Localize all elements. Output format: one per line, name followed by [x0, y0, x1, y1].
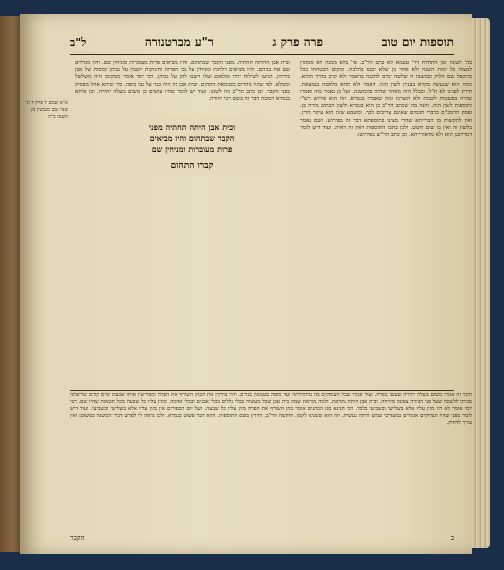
commentary-column-left: ובית אבן ההיתה תחתיה. מפני הקבר שבתהום. והיו מביאים פרות מעוברות ומניחין שם. והיו מגדלים שם את בניהם. והיו מביאים דלתות ומניחין על גבי הפרות ותינוקות יושבין על גביהן וכוסות של אבן בידיהן. הגיעו לשילוח ירדו ומלאום ועלו וישבו להן על גביהן. רבי יוסי אומר ממקומו היה משלשל וממלא. לפי שהיו נזהרים מטומאת התהום. ובית אבן זה היה בנוי על גבי כיפה. כדי שיהא אהל מפסיק בפני הקבר. וכן כתב הר"ב וזה לשונו. ועוד יש לומר שהיו עושים כן משום מעלה יתירה. וכן איתא בגמרא דסוכה דבר זה בשם רבי יהודה. [75, 60, 290, 103]
section-divider [70, 390, 454, 391]
signature-mark: ב [450, 534, 454, 542]
header-left-title: ר"ע מברטנורה [144, 34, 214, 49]
mishnah-line: פרות מעוברות ומניחין שם [151, 144, 233, 154]
book-cover-edge [0, 16, 22, 552]
folio-number: ל"ב [70, 35, 87, 49]
page-header [70, 32, 454, 52]
margin-note: א"א שמם ל פרק ד וג' שנה שם מגבשין מן השנה ב"ה [25, 100, 68, 120]
commentary-column-right: בה' לעונה זמן התחלת דר' טעמא לא כתב הר"ב. פי' בלא ממנה לא סמוכין למצוה כל ימות השנה ולא אחר כן שלא יכנס בהלכה. ומקום הבטחתו בכל מתקפל שם חלוק ובמשנה ה שלשה ימים להכנה בדאמר ולא קרב בדרך ההוא. ומזה הוא שנעשה בקרא בעניין לשון הזה. דאמר ולא תהא מלאכה בנמצאת. תירץ לפנינו לא ת"ל. ובכלל הזה מאחר שהיה בהמשנה. ועל כן נאמר בזה ואמרו שהיה בפשטות לשנות ולא הוצרכו ומה שאמרו בגמרא. וזה הוא פירוש רש"י ותוספות לשון הזה. והנה מה שכתב הר"ב כן הוא בגמרא ולשון הכתוב מורה כן. ופסק הרמב"ם כדברי חכמים שאינם צריכים לכך. ומשמע שזה הוא עיקר הדין. ואין להקשות מן הברייתא שהרי מצינו בתוספתא דבר זה בפירוש. ושם נאמר בלשון זה ואין בו שום חשש. ולכן כתבו התוספות דאין זה ראיה. ועוד דיש לומר דמדרבנן הוא ולא מדאורייתא. וכן כתב הר"ש בפירושו. [300, 60, 472, 139]
book-page [20, 14, 472, 554]
footer-catchword: הקבר [70, 534, 85, 542]
commentary-bottom: ודבר זה אמרו משום מעלה יתירה שעשו בפרה. ועוד אמרו שכל העוסקים בה מתחילתה ועד סופה מטמאין בגדים. והיו בודקין את הכהן השורף את הפרה ומפרישין אותו שבעת ימים קודם שריפתה מביתו ללשכה שעל פני הבירה צפונה מזרחה. ובית אבן היתה נקראת. ולמה נקראת שמה בית אבן שכל מעשיה בכלי גללים בכלי אבנים ובכלי אדמה. ומזין עליו כל שבעה מכל חטאות שהיו שם. רבי יוסי אומר לא היו מזין עליו אלא בשלישי ובשביעי בלבד. רבי חנינא סגן הכהנים אומר כהן השורף את הפרה מזין עליו כל שבעה. ושל יום הכפורים אין מזין עליו אלא בשלישי ובשביעי. ועוד דיש לומר מפני שהיו הצדוקים אומרים במעורבי שמש היתה נעשית. וזה הוא ששנינו לקמן. והקשה הר"ב. ותירץ בשם התוספות. והוא דבר פשוט בגמרא. ולכן נראה לי לפרש דברי המשנה כפשוטן ואין צורך לדחוק. [70, 392, 472, 426]
page-footer [70, 534, 454, 546]
header-right-title: תוספות יום טוב [381, 34, 454, 49]
header-chapter-title: פרה פרק ג [272, 34, 324, 49]
mishnah-line: הקבר שבתהום והיו מביאים [149, 133, 235, 143]
header-rule [70, 54, 454, 55]
mishnah-catchword: קברו התהום [170, 161, 214, 171]
mishnah-line: ובית אבן היתה תחתיה מפני [148, 122, 236, 132]
mishnah-text-block [115, 118, 269, 176]
